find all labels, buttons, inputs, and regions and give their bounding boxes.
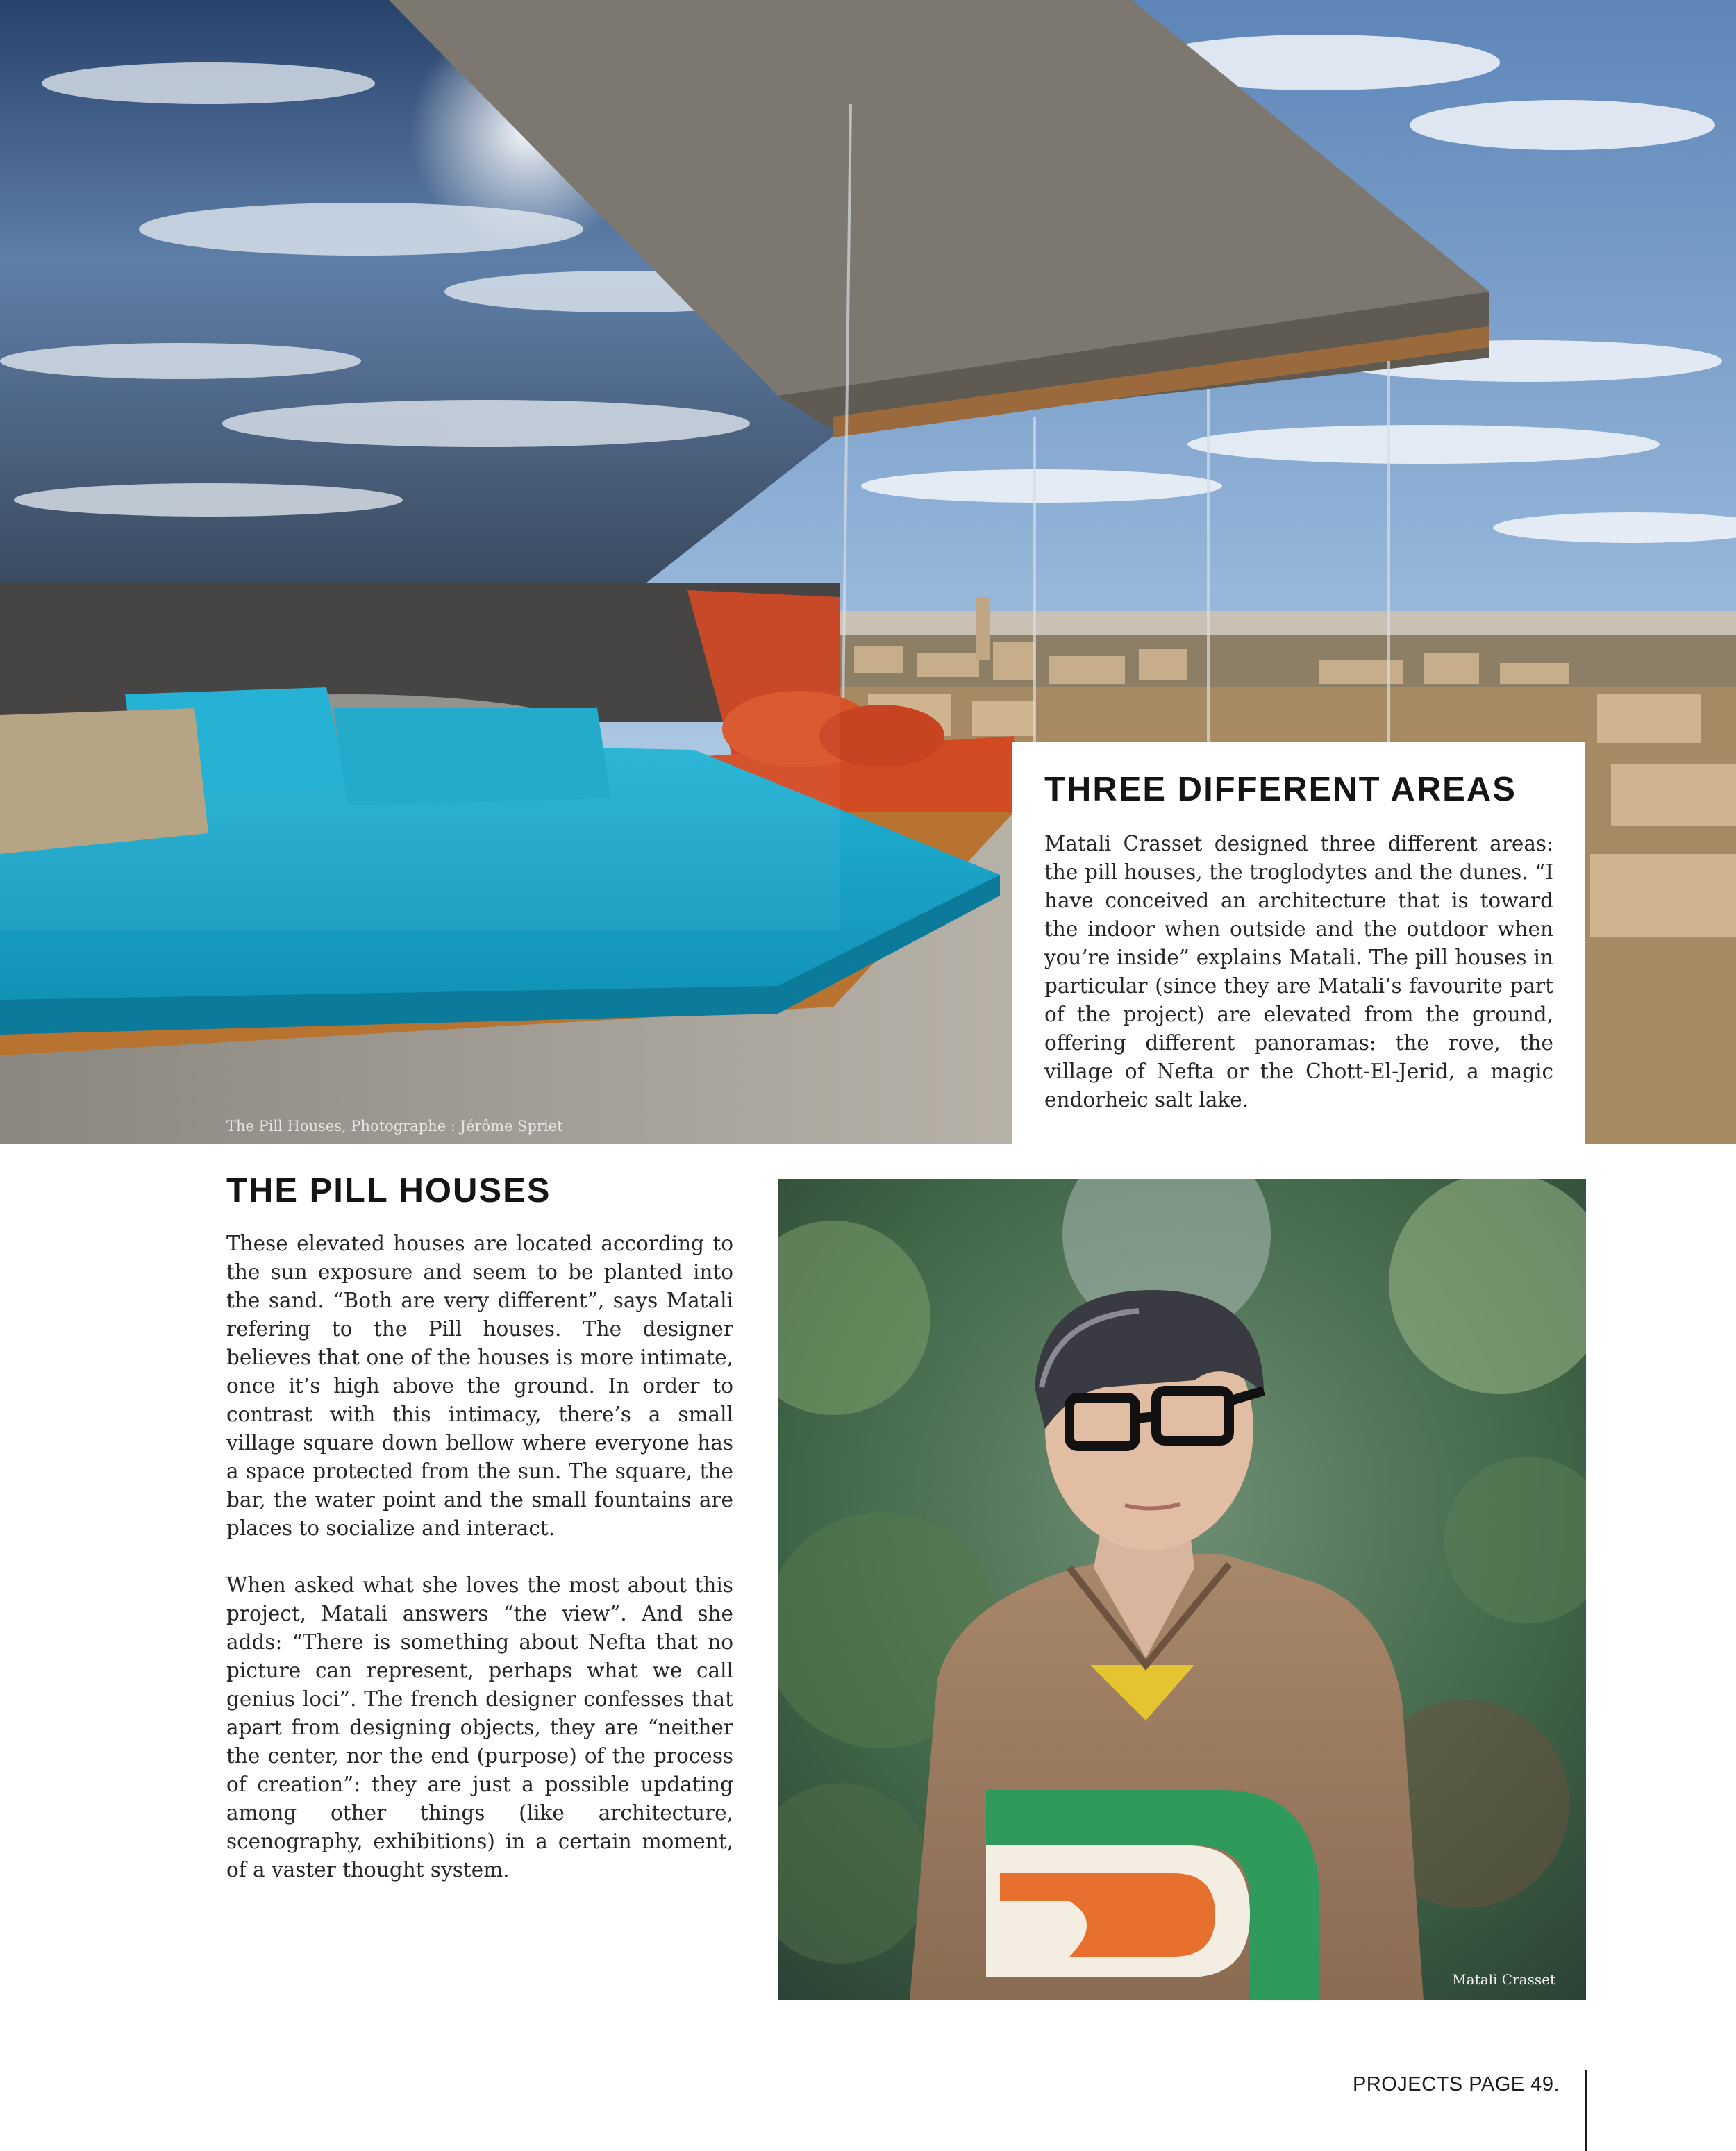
pill-houses-title: THE PILL HOUSES	[226, 1172, 551, 1210]
matali-crasset-illustration	[778, 1179, 1586, 2000]
three-areas-title: THREE DIFFERENT AREAS	[1044, 771, 1517, 808]
pill-houses-paragraph-2: When asked what she loves the most about this project, Matali answers “the view”. And she adds: “There is something about Nefta that no picture can represent, perhaps what we call genius loci”. The french designer confesses that apart from designing objects, they are “neither the center, nor the end (purpose) of the process of creation”: they are just a possible updating among other things (like architecture, scenography, exhibitions) in a certain moment, of a vaster thought system.	[226, 1573, 733, 1882]
pill-houses-paragraph-1: These elevated houses are located according to the sun exposure and seem to be planted into the sand. “Both are very different”, says Matali refering to the Pill houses. The designer believes that one of the houses is more intimate, once it’s high above the ground. In order to contrast with this intimacy, there’s a small village square down bellow where everyone has a space protected from the sun. The square, the bar, the water point and the small fountains are places to socialize and interact.	[226, 1231, 733, 1540]
hero-caption: The Pill Houses, Photographe : Jérôme Spriet	[226, 1118, 563, 1135]
three-areas-body: Matali Crasset designed three different areas: the pill houses, the troglodytes and the dunes. “I have conceived an architecture that is toward the indoor when outside and the outdoor when you’re inside” explains Matali. The pill houses in particular (since they are Matali’s favourite part of the project) are elevated from the ground, offering different panoramas: the rove, the village of Nefta or the Chott-El-Jerid, a magic endorheic salt lake.	[1044, 831, 1553, 1112]
portrait-photo	[778, 1179, 1586, 2000]
portrait-caption: Matali Crasset	[1452, 1971, 1555, 1988]
three-areas-box	[1012, 742, 1585, 1144]
footer-divider	[1585, 2070, 1587, 2151]
page-label: PROJECTS PAGE 49.	[1352, 2073, 1560, 2095]
pill-houses-section	[226, 1171, 733, 1884]
